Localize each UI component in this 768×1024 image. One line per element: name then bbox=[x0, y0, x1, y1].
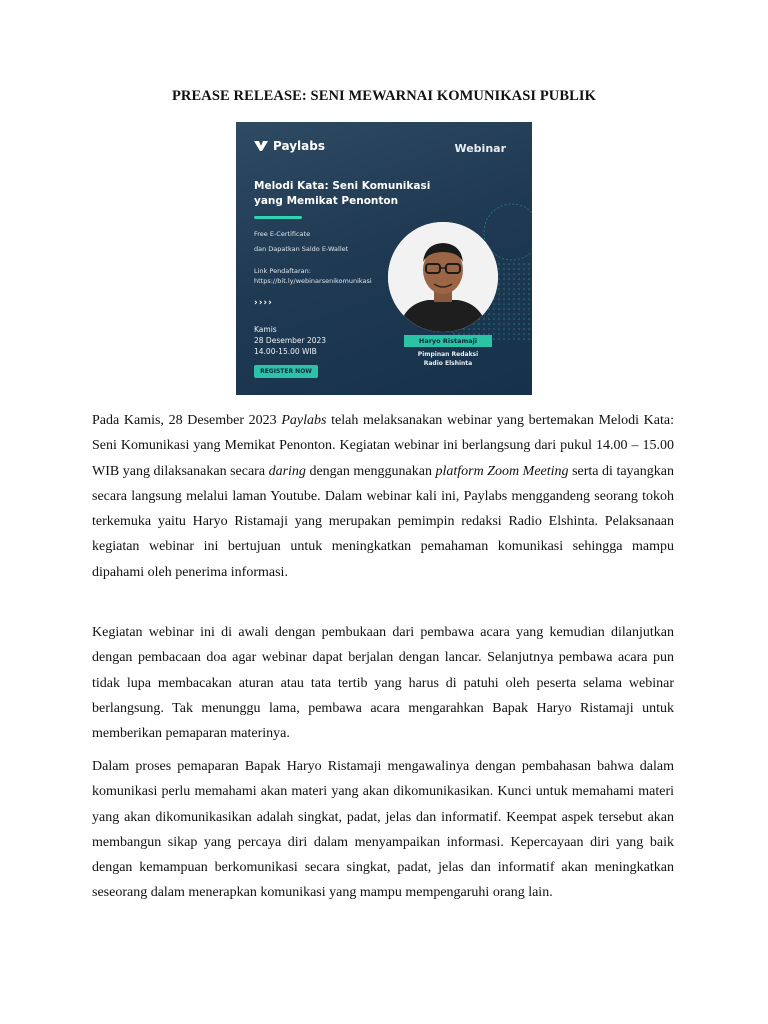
poster-title: Melodi Kata: Seni Komunikasi yang Memikat Penonton bbox=[254, 180, 431, 207]
webinar-poster bbox=[236, 122, 532, 395]
document-title: PREASE RELEASE: SENI MEWARNAI KOMUNIKASI PUBLIK bbox=[171, 88, 597, 104]
register-now-button: REGISTER NOW bbox=[254, 365, 318, 378]
brand-name: Paylabs bbox=[273, 139, 325, 153]
event-schedule: Kamis 28 Desember 2023 14.00-15.00 WIB bbox=[254, 325, 327, 356]
speaker-portrait-icon bbox=[388, 222, 498, 332]
arrows-decoration: ›››› bbox=[254, 298, 273, 308]
paylabs-logo-icon bbox=[254, 140, 268, 152]
paragraph-2: Kegiatan webinar ini di awali dengan pembukaan dari pembawa acara yang kemudian dilanjutkan dengan pembacaan doa agar webinar dapat berjalan dengan lancar. Selanjutnya pembawa acara pun tidak lupa membacakan aturan atau tata tertib yang harus di patuhi oleh peserta selama webinar berlangsung. Tak menunggu lama, pembawa acara mengarahkan Bapak Haryo Ristamaji untuk memberikan pemaparan materinya. bbox=[92, 625, 674, 742]
speaker-role: Pimpinan Redaksi Radio Elshinta bbox=[417, 351, 479, 367]
paragraph-3: Dalam proses pemaparan Bapak Haryo Ristamaji mengawalinya dengan pembahasan bahwa dalam komunikasi perlu memahami akan materi yang akan dikomunikasikan. Kunci untuk memahami materi yang akan dikomunikasikan adalah singkat, padat, jelas dan informatif. Keempat aspek tersebut akan membangun sikap yang percaya diri dalam menyampaikan informasi. Kepercayaan diri yang baik dengan kemampuan berkomunikasi secara singkat, padat, jelas dan informatif akan meningkatkan seseorang dalam menerapkan komunikasi yang mampu mempengaruhi orang lain. bbox=[92, 759, 674, 901]
poster-brand bbox=[254, 139, 325, 153]
paragraph-1: Pada Kamis, 28 Desember 2023 Paylabs telah melaksanakan webinar yang bertemakan Melodi Kata: Seni Komunikasi yang Memikat Penonton. Kegiatan webinar ini berlangsung dari pukul 14.00 – 15.00 WIB yang dilaksanakan secara daring dengan menggunakan platform Zoom Meeting serta di tayangkan secara langsung melalui laman Youtube. Dalam webinar kali ini, Paylabs menggandeng seorang tokoh terkemuka yaitu Haryo Ristamaji yang merupakan pemimpin redaksi Radio Elshinta. Pelaksanaan kegiatan webinar ini bertujuan untuk meningkatkan pemahaman komunikasi sehingga mampu dipahami oleh penerima informasi. bbox=[92, 413, 674, 580]
webinar-tag: Webinar bbox=[454, 142, 506, 155]
benefit-text: Free E-Certificate dan Dapatkan Saldo E-Wallet bbox=[254, 230, 349, 253]
title-underline bbox=[254, 216, 302, 219]
speaker-name-badge: Haryo Ristamaji bbox=[404, 335, 492, 347]
speaker-photo bbox=[388, 222, 498, 332]
registration-link: Link Pendaftaran: https://bit.ly/webinarsenikomunikasi bbox=[254, 267, 372, 285]
